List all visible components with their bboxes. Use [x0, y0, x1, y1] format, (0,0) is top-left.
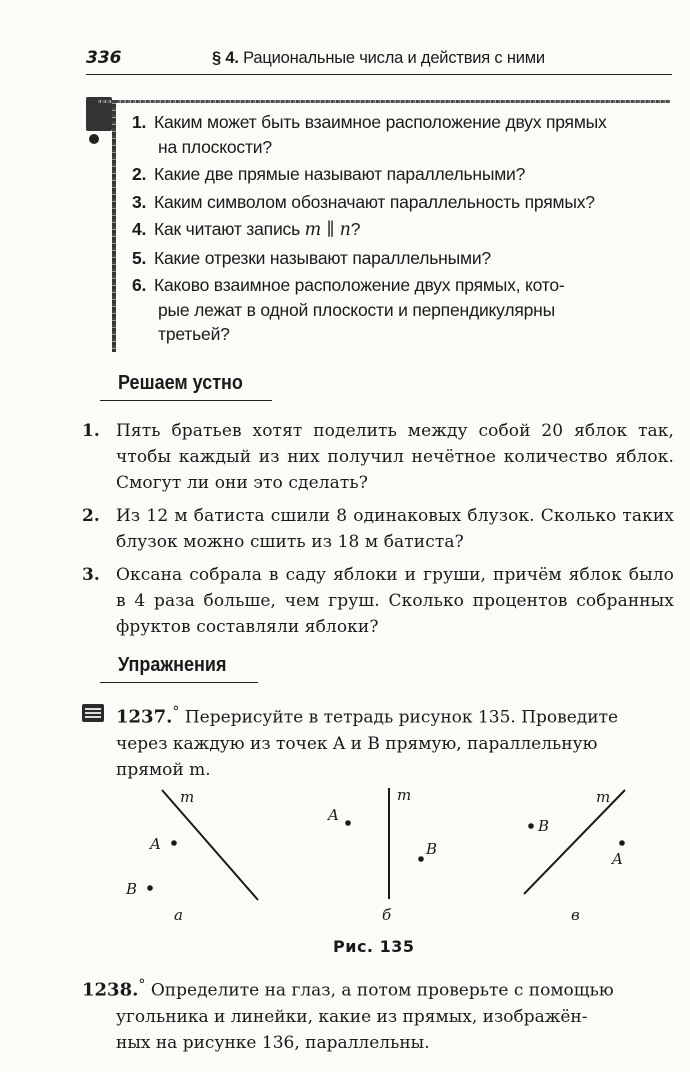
point-A-a	[171, 840, 177, 846]
oral-text: Оксана собрала в саду яблоки и груши, причём яблок было в 4 раза больше, чем груш. Сколько процентов собранных фруктов составляли яблоки?	[116, 565, 674, 637]
section-title: Рациональные числа и действия с ними	[243, 49, 545, 67]
exercise-1237-line1	[82, 699, 674, 731]
panel-label-a: а	[174, 906, 183, 924]
point-B-c	[528, 823, 534, 829]
oral-heading: Решаем устно	[118, 372, 243, 394]
exercise-1237-line3: прямой m.	[116, 759, 211, 780]
section-mark: § 4.	[212, 49, 239, 67]
exercise-1238	[82, 972, 674, 1056]
exercise-number: 1237.	[116, 706, 173, 728]
line-label-b: m	[397, 786, 412, 804]
question-text-cont: третьей?	[158, 324, 230, 344]
question-formula: m ∥ n	[304, 220, 351, 240]
question-item	[132, 162, 677, 187]
oral-heading-rule	[100, 400, 272, 401]
question-text-cont: на плоскости?	[158, 136, 272, 157]
oral-text: Пять братьев хотят поделить между собой 20 яблок так, чтобы каждый из них получил нечётное количество яблок. Смогут ли они это сделать?	[116, 421, 674, 493]
point-A-b	[345, 820, 351, 826]
question-number: 4.	[132, 219, 147, 239]
exercises-heading: Упражнения	[118, 654, 227, 676]
exercise-text: Определите на глаз, а потом проверьте с помощью	[150, 980, 614, 1001]
oral-text: Из 12 м батиста сшили 8 одинаковых блузок. Сколько таких блузок можно сшить из 18 м батиста?	[116, 506, 674, 552]
review-questions	[132, 110, 677, 350]
page-header	[86, 40, 672, 76]
question-text: Каким символом обозначают параллельность прямых?	[154, 191, 595, 212]
question-text	[154, 217, 677, 243]
exercise-mark: °	[138, 977, 146, 993]
point-A-c	[619, 840, 625, 846]
exercise-1238-line2: угольника и линейки, какие из прямых, изображён-	[116, 1006, 588, 1027]
questions-frame-top	[98, 100, 670, 103]
page-number: 336	[86, 48, 122, 68]
question-text: Какие отрезки называют параллельными?	[154, 247, 491, 268]
point-label-b-1: A	[328, 806, 339, 824]
exercise-text: Перерисуйте в тетрадь рисунок 135. Проведите	[184, 707, 619, 728]
panel-label-b: б	[382, 906, 392, 924]
oral-problems	[82, 418, 674, 647]
point-label-b-2: B	[426, 840, 438, 858]
exercise-1237	[82, 699, 674, 783]
exercise-number: 1238.	[82, 979, 139, 1001]
line-label-a: m	[180, 788, 195, 806]
question-text-part: Как читают запись	[154, 219, 305, 239]
line-m-a	[162, 790, 258, 900]
figure-135	[100, 782, 640, 932]
question-number: 3.	[132, 191, 147, 212]
oral-item	[82, 418, 674, 496]
question-number: 1.	[132, 112, 147, 132]
question-number: 5.	[132, 247, 147, 268]
oral-item	[82, 562, 674, 640]
panel-label-c: в	[571, 906, 580, 924]
running-title	[212, 49, 545, 68]
question-item	[132, 217, 677, 243]
questions-frame-left	[112, 100, 116, 352]
question-text: Какие две прямые называют параллельными?	[154, 164, 526, 184]
bullet-icon	[89, 134, 99, 144]
exercise-mark: °	[172, 704, 180, 720]
question-number: 2.	[132, 164, 147, 184]
point-label-a-2: B	[126, 880, 138, 898]
line-label-c: m	[596, 788, 611, 806]
oral-number: 3.	[82, 565, 100, 585]
oral-number: 1.	[82, 421, 100, 441]
exercise-1238-line1	[82, 972, 674, 1004]
question-item	[132, 190, 677, 215]
exercise-1238-line3: ных на рисунке 136, параллельны.	[116, 1032, 430, 1053]
question-item	[132, 273, 677, 347]
notebook-icon	[82, 704, 104, 722]
point-label-c-2: A	[612, 850, 623, 868]
point-label-c-1: B	[538, 817, 550, 835]
point-B-b	[418, 856, 424, 862]
point-label-a-1: A	[150, 835, 161, 853]
question-text: Каково взаимное расположение двух прямых, кото-	[154, 275, 565, 295]
exercises-heading-rule	[100, 682, 258, 683]
exercise-1237-line2: через каждую из точек A и B прямую, параллельную	[116, 733, 598, 754]
oral-item	[82, 503, 674, 555]
point-B-a	[147, 885, 153, 891]
figure-caption: Рис. 135	[333, 937, 415, 956]
oral-number: 2.	[82, 506, 100, 526]
question-text: Каким может быть взаимное расположение двух прямых	[154, 112, 607, 132]
question-text-cont: рые лежат в одной плоскости и перпендикулярны	[158, 299, 556, 320]
question-number: 6.	[132, 275, 147, 295]
question-item	[132, 110, 677, 159]
question-item	[132, 246, 677, 271]
question-text-part: ?	[350, 219, 361, 239]
header-rule	[86, 74, 672, 75]
